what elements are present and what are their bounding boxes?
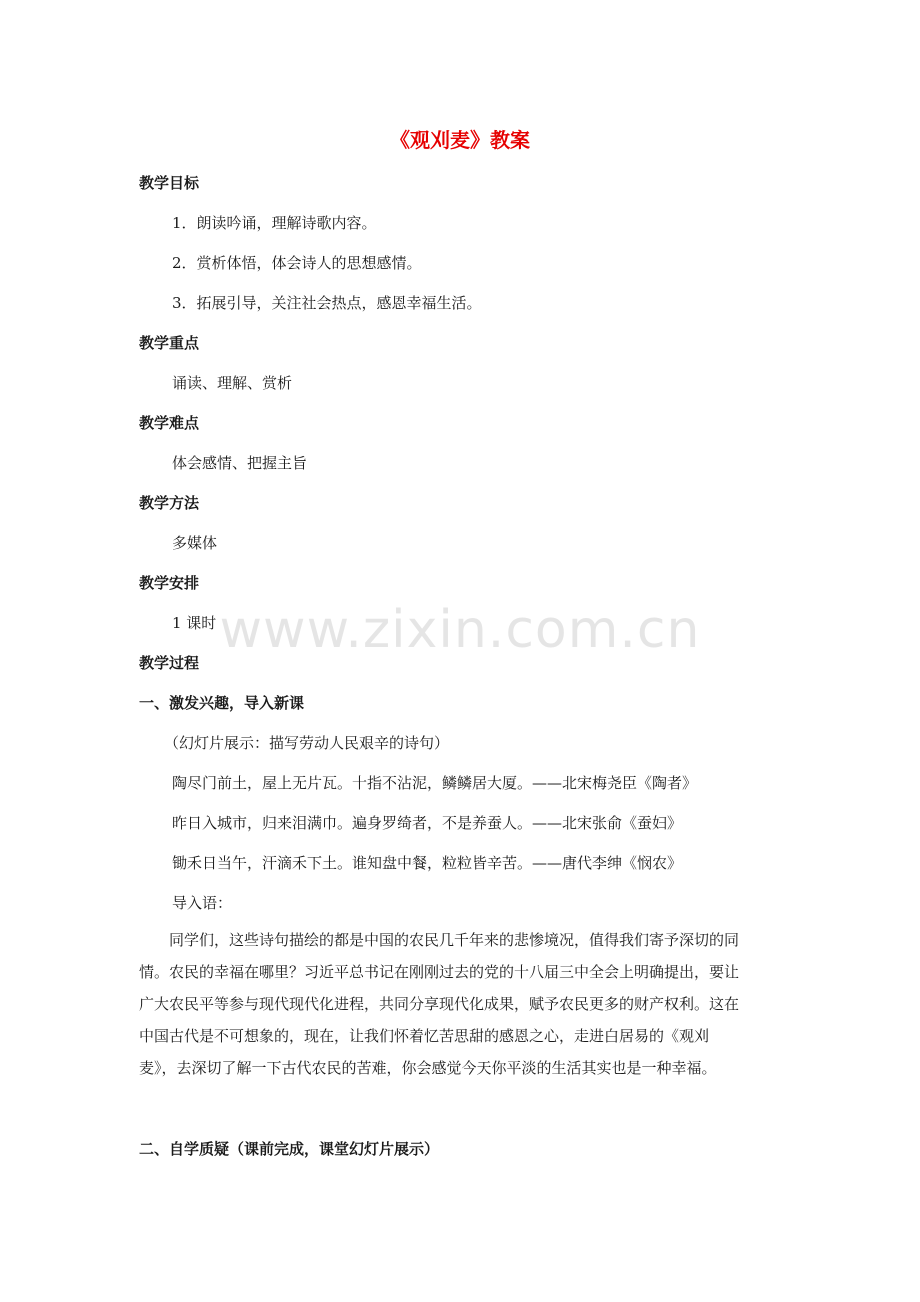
intro-line: 麦》，去深切了解一下古代农民的苦难，你会感觉今天你平淡的生活其实也是一种幸福。 — [139, 1059, 717, 1077]
poem-line: 昨日入城市，归来泪满巾。遍身罗绮者，不是养蚕人。——北宋张俞《蚕妇》 — [172, 814, 683, 832]
watermark: www.zixin.com.cn — [219, 600, 701, 660]
objective-item: 3．拓展引导，关注社会热点，感恩幸福生活。 — [172, 294, 482, 312]
intro-line: 中国古代是不可想象的，现在，让我们怀着忆苦思甜的感恩之心，走进白居易的《观刈 — [139, 1027, 710, 1045]
key-points-text: 诵读、理解、赏析 — [172, 374, 293, 392]
poem-line: 锄禾日当午，汗滴禾下土。谁知盘中餐，粒粒皆辛苦。——唐代李绅《悯农》 — [172, 854, 683, 872]
heading-step-1: 一、激发兴趣，导入新课 — [139, 694, 305, 712]
heading-difficulty: 教学难点 — [139, 414, 200, 432]
difficulty-text: 体会感情、把握主旨 — [172, 454, 308, 472]
method-text: 多媒体 — [172, 534, 218, 552]
heading-process: 教学过程 — [139, 654, 200, 672]
heading-schedule: 教学安排 — [139, 574, 200, 592]
objective-item: 2．赏析体悟，体会诗人的思想感情。 — [172, 254, 422, 272]
heading-key-points: 教学重点 — [139, 334, 200, 352]
intro-line: 广大农民平等参与现代现代化进程，共同分享现代化成果，赋予农民更多的财产权利。这在 — [139, 995, 740, 1013]
objective-item: 1．朗读吟诵，理解诗歌内容。 — [172, 214, 377, 232]
slide-note: （幻灯片展示：描写劳动人民艰辛的诗句） — [164, 734, 450, 752]
heading-objectives: 教学目标 — [139, 174, 200, 192]
intro-line: 情。农民的幸福在哪里？习近平总书记在刚刚过去的党的十八届三中全会上明确提出，要让 — [139, 963, 740, 981]
heading-method: 教学方法 — [139, 494, 200, 512]
intro-label: 导入语： — [172, 894, 233, 912]
intro-line: 同学们，这些诗句描绘的都是中国的农民几千年来的悲惨境况，值得我们寄予深切的同 — [139, 931, 740, 949]
schedule-text: 1 课时 — [172, 614, 217, 632]
poem-line: 陶尽门前土，屋上无片瓦。十指不沾泥，鳞鳞居大厦。——北宋梅尧臣《陶者》 — [172, 774, 698, 792]
intro-paragraph — [139, 924, 779, 1084]
document-title: 《观刈麦》教案 — [390, 128, 530, 152]
heading-step-2: 二、自学质疑（课前完成，课堂幻灯片展示） — [139, 1140, 440, 1158]
